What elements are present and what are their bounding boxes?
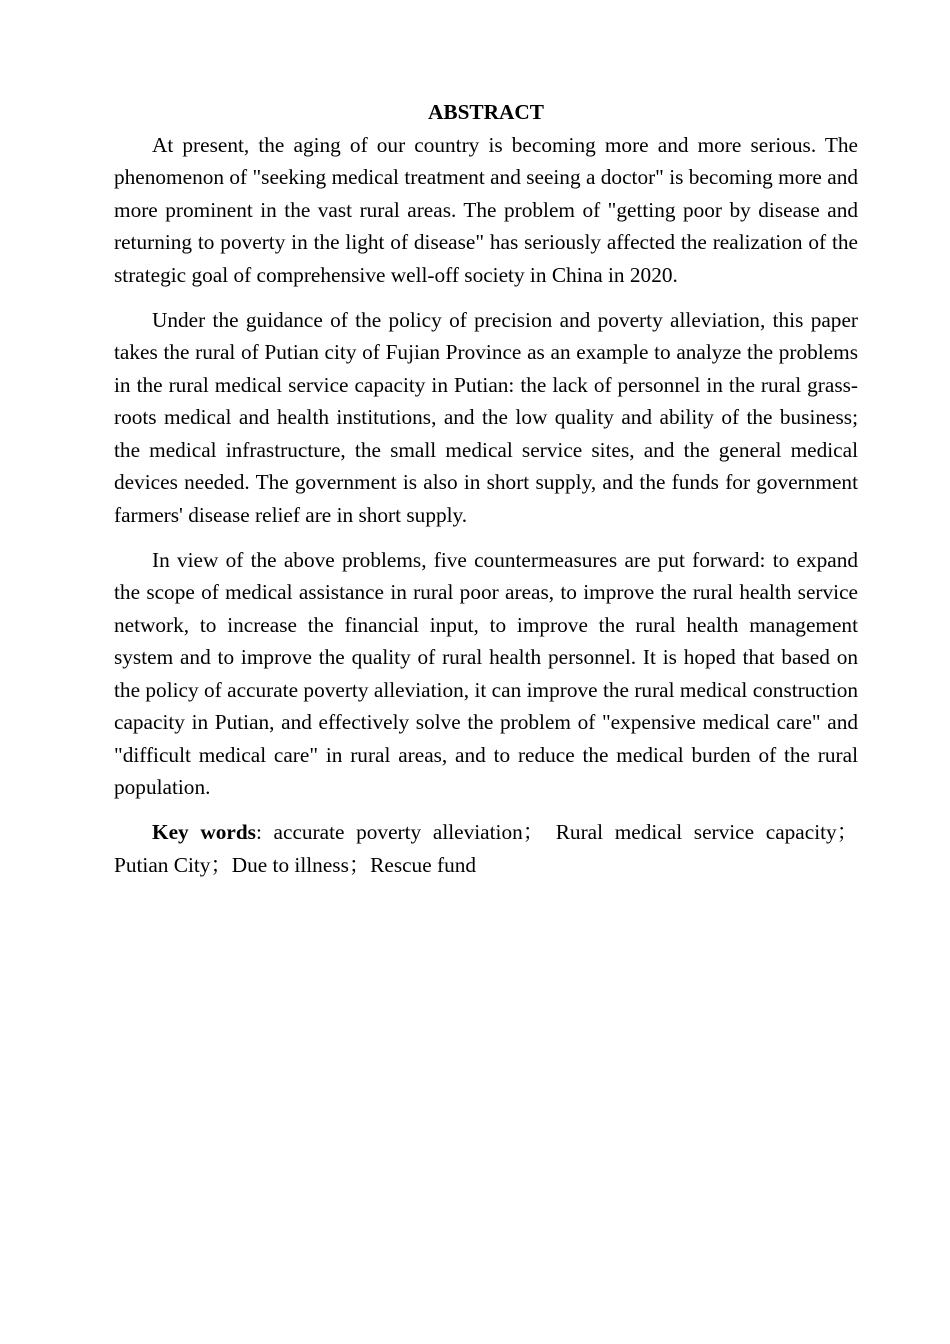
keywords-paragraph <box>114 816 858 881</box>
keywords-label: Key words <box>152 820 256 844</box>
abstract-page <box>114 96 858 894</box>
abstract-paragraph-2: Under the guidance of the policy of precision and poverty alleviation, this paper takes the rural of Putian city of Fujian Province as an example to analyze the problems in the rural medical service capacity in Putian: the lack of personnel in the rural grass-roots medical and health institutions, and the low quality and ability of the business; the medical infrastructure, the small medical service sites, and the general medical devices needed. The government is also in short supply, and the funds for government farmers' disease relief are in short supply. <box>114 307 858 527</box>
abstract-paragraph-3: In view of the above problems, five countermeasures are put forward: to expand the scope of medical assistance in rural poor areas, to improve the rural health service network, to increase the financial input, to improve the rural health management system and to improve the quality of rural health personnel. It is hoped that based on the policy of accurate poverty alleviation, it can improve the rural medical construction capacity in Putian, and effectively solve the problem of "expensive medical care" and "difficult medical care" in rural areas, and to reduce the medical burden of the rural population. <box>114 547 858 799</box>
abstract-paragraph-1: At present, the aging of our country is becoming more and more serious. The phenomenon of "seeking medical treatment and seeing a doctor" is becoming more and more prominent in the vast rural areas. The problem of "getting poor by disease and returning to poverty in the light of disease" has seriously affected the realization of the strategic goal of comprehensive well-off society in China in 2020. <box>114 132 858 287</box>
abstract-heading: ABSTRACT <box>428 100 544 124</box>
keywords-list: : accurate poverty alleviation； Rural medical service capacity；Putian City；Due to illness；Rescue fund <box>114 820 858 877</box>
